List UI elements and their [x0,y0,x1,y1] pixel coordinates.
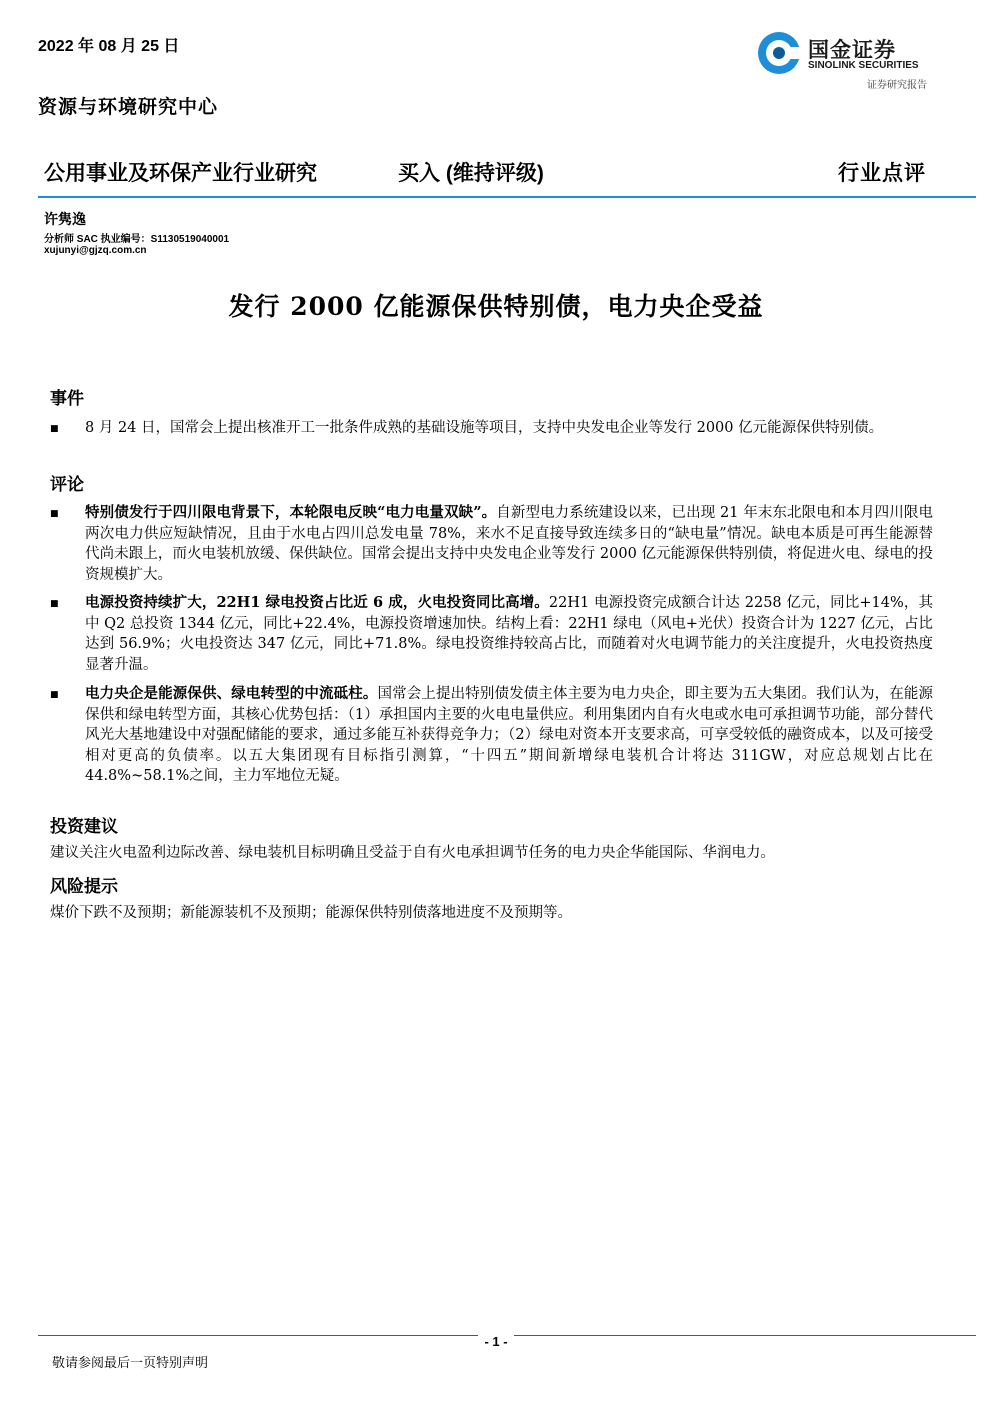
bullet-icon: ■ [50,509,59,519]
analyst-email: xujunyi@gjzq.com.cn [44,245,147,256]
bullet-icon: ■ [50,690,59,700]
comment-paragraph-3: 电力央企是能源保供、绿电转型的中流砥柱。国常会上提出特别债发债主体主要为电力央企，即主要为五大集团。我们认为，在能源保供和绿电转型方面，其核心优势包括：（1）承担国内主要的火电电量供应。利用集团内自有火电或水电可承担调节功能，部分替代风光大基地建设中对强配储能的要求，通过多能互补获得竞争力；（2）绿电对资本开支要求高，可享受较低的融资成本，以及可接受相对更高的负债率。以五大集团现有目标指引测算，“十四五”期间新增绿电装机合计将达 311GW，对应总规划占比在 44.8%~58.1%之间，主力军地位无疑。 [85,685,934,784]
analyst-sac: 分析师 SAC 执业编号：S1130519040001 [44,234,230,245]
comment-paragraph-1: 特别债发行于四川限电背景下，本轮限电反映“电力电量双缺”。自新型电力系统建设以来，已出现 21 年末东北限电和本月四川限电两次电力供应短缺情况，且由于水电占四川总发电量 78%，来水不足直接导致连续多日的“缺电量”情况。缺电本质是可再生能源替代尚未跟上，而火电装机放缓、保供缺位。国常会提出支持中央发电企业等发行 2000 亿元能源保供特别债，将促进火电、绿电的投资规模扩大。 [85,504,933,583]
bullet-icon: ■ [50,424,59,434]
section-title-advice: 投资建议 [50,817,118,837]
advice-paragraph: 建议关注火电盈利边际改善、绿电装机目标明确且受益于自有火电承担调节任务的电力央企华能国际、华润电力。 [50,845,775,861]
logo-name-en: SINOLINK SECURITIES [808,60,919,71]
section-title-event: 事件 [50,389,84,409]
section-title-risk: 风险提示 [50,877,118,897]
research-center: 资源与环境研究中心 [38,96,219,118]
page-number: - 1 - [0,1334,992,1349]
disclaimer-note: 敬请参阅最后一页特别声明 [52,1356,209,1371]
logo-subtitle: 证券研究报告 [867,80,927,91]
comment-paragraph-2: 电源投资持续扩大，22H1 绿电投资占比近 6 成，火电投资同比高增。22H1 电源投资完成额合计达 2258 亿元，同比+14%，其中 Q2 总投资 1344 亿元，同比+22.4%，电源投资增速加快。结构上看：22H1 绿电（风电+光伏）投资合计为 1227 亿元，占比达到 56.9%；火电投资达 347 亿元，同比+71.8%。绿电投资维持较高占比，而随着对火电调节能力的关注度提升，火电投资热度显著升温。 [85,594,933,673]
risk-paragraph: 煤价下跌不及预期；新能源装机不及预期；能源保供特别债落地进度不及预期等。 [50,905,572,921]
logo-name-cn: 国金证券 [808,39,896,62]
report-headline: 发行 2000 亿能源保供特别债，电力央企受益 [228,292,764,321]
rating: 买入 (维持评级) [398,162,544,185]
industry-topic: 公用事业及环保产业行业研究 [44,162,317,185]
report-date: 2022 年 08 月 25 日 [38,38,180,55]
report-type: 行业点评 [838,160,926,185]
section-title-comment: 评论 [50,475,84,495]
header-divider [38,196,976,198]
logo-mark-icon [756,30,802,76]
bullet-icon: ■ [50,599,59,609]
analyst-name: 许隽逸 [44,212,86,228]
event-paragraph: 8 月 24 日，国常会上提出核准开工一批条件成熟的基础设施等项目，支持中央发电企业等发行 2000 亿元能源保供特别债。 [85,420,884,436]
